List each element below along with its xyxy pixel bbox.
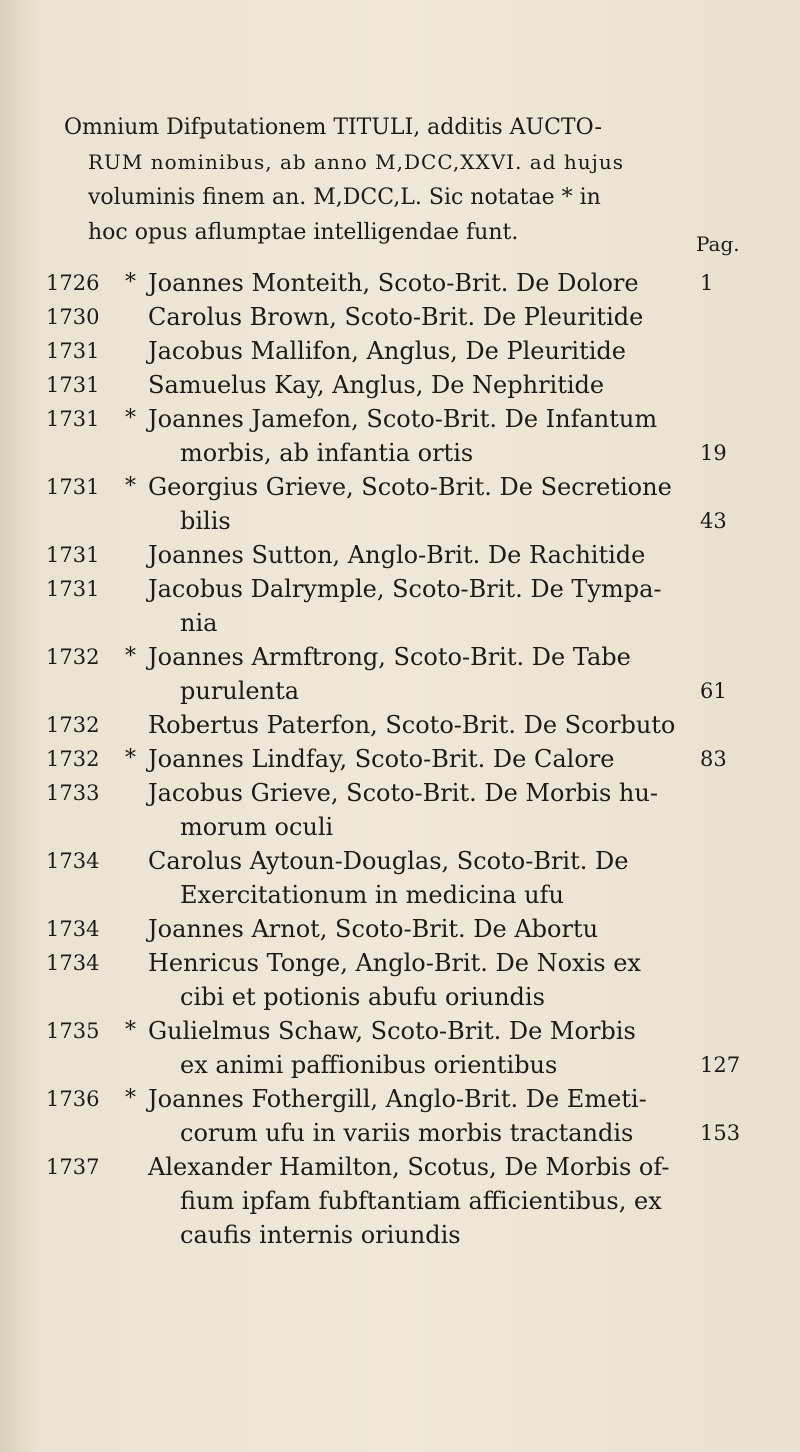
entry-author-title: Robertus Paterfon, Scoto-Brit. De Scorbuto [148, 711, 676, 739]
entry-line [0, 640, 800, 674]
list-item [0, 334, 800, 368]
entry-title-continued: corum ufu in variis morbis tractandis [180, 1119, 634, 1147]
entry-line [0, 1014, 800, 1048]
entry-line [0, 742, 800, 776]
entry-line [0, 470, 800, 504]
list-item [0, 1150, 800, 1252]
asterisk-marker: * [125, 1018, 136, 1043]
entry-author-title: Carolus Aytoun-Douglas, Scoto-Brit. De [148, 847, 629, 875]
intro-line-2: RUM nominibus, ab anno M,DCC,XXVI. ad hujus [88, 150, 624, 174]
list-item [0, 572, 800, 640]
page-column-header: Pag. [696, 232, 740, 256]
entry-title-continued: ex animi paffionibus orientibus [180, 1051, 558, 1079]
entry-page-number: 1 [700, 271, 714, 295]
asterisk-marker: * [125, 746, 136, 771]
list-item [0, 266, 800, 300]
list-item [0, 742, 800, 776]
entry-line [0, 538, 800, 572]
entry-author-title: Jacobus Mallifon, Anglus, De Pleuritide [148, 337, 626, 365]
entry-author-title: Joannes Fothergill, Anglo-Brit. De Emeti- [148, 1085, 647, 1113]
entry-line [0, 402, 800, 436]
entry-title-continued: bilis [180, 507, 231, 535]
asterisk-marker: * [125, 474, 136, 499]
entry-page-number: 43 [700, 509, 727, 533]
entry-year: 1734 [46, 951, 100, 975]
entry-line [0, 912, 800, 946]
entry-title-continued: cibi et potionis abufu oriundis [180, 983, 545, 1011]
entry-year: 1736 [46, 1087, 100, 1111]
entry-title-continued: morbis, ab infantia ortis [180, 439, 474, 467]
entry-line [0, 1150, 800, 1184]
list-item [0, 946, 800, 1014]
entry-year: 1731 [46, 339, 100, 363]
entry-page-number: 83 [700, 747, 727, 771]
entry-author-title: Joannes Jamefon, Scoto-Brit. De Infantum [148, 405, 658, 433]
entry-page-number: 127 [700, 1053, 741, 1077]
entry-line [0, 1218, 800, 1252]
entry-author-title: Carolus Brown, Scoto-Brit. De Pleuritide [148, 303, 644, 331]
entry-year: 1731 [46, 373, 100, 397]
entry-line [0, 1048, 800, 1082]
entry-author-title: Jacobus Grieve, Scoto-Brit. De Morbis hu- [148, 779, 658, 807]
entry-author-title: Joannes Lindfay, Scoto-Brit. De Calore [148, 745, 615, 773]
list-item [0, 1014, 800, 1082]
list-item [0, 1082, 800, 1150]
entry-line [0, 504, 800, 538]
entry-year: 1737 [46, 1155, 100, 1179]
entry-line [0, 266, 800, 300]
intro-line-1: Omnium Difputationem TITULI, additis AUCTO- [64, 115, 602, 140]
entry-line [0, 1184, 800, 1218]
entry-title-continued: Exercitationum in medicina ufu [180, 881, 564, 909]
entry-line [0, 1116, 800, 1150]
entry-line [0, 606, 800, 640]
entry-author-title: Jacobus Dalrymple, Scoto-Brit. De Tympa- [148, 575, 662, 603]
entry-year: 1732 [46, 747, 100, 771]
list-item [0, 402, 800, 470]
entry-line [0, 776, 800, 810]
entry-line [0, 300, 800, 334]
list-item [0, 470, 800, 538]
asterisk-marker: * [125, 406, 136, 431]
entry-year: 1731 [46, 475, 100, 499]
list-item [0, 708, 800, 742]
entry-year: 1733 [46, 781, 100, 805]
entry-author-title: Georgius Grieve, Scoto-Brit. De Secretione [148, 473, 672, 501]
list-item [0, 912, 800, 946]
entry-line [0, 572, 800, 606]
entry-year: 1732 [46, 645, 100, 669]
entry-author-title: Samuelus Kay, Anglus, De Nephritide [148, 371, 605, 399]
entry-line [0, 810, 800, 844]
entry-author-title: Joannes Monteith, Scoto-Brit. De Dolore [148, 269, 639, 297]
entry-year: 1731 [46, 543, 100, 567]
entry-line [0, 674, 800, 708]
entry-page-number: 61 [700, 679, 727, 703]
list-item [0, 538, 800, 572]
entry-author-title: Joannes Arnot, Scoto-Brit. De Abortu [148, 915, 599, 943]
entry-page-number: 153 [700, 1121, 741, 1145]
intro-line-4: hoc opus aflumptae intelligendae funt. [88, 220, 519, 245]
entry-line [0, 878, 800, 912]
asterisk-marker: * [125, 1086, 136, 1111]
entry-year: 1731 [46, 577, 100, 601]
list-item [0, 844, 800, 912]
entry-author-title: Gulielmus Schaw, Scoto-Brit. De Morbis [148, 1017, 636, 1045]
entry-line [0, 844, 800, 878]
intro-line-3: voluminis finem an. M,DCC,L. Sic notatae * in [88, 185, 601, 210]
entry-year: 1732 [46, 713, 100, 737]
intro-paragraph [64, 110, 764, 250]
entry-year: 1734 [46, 849, 100, 873]
entry-year: 1735 [46, 1019, 100, 1043]
list-item [0, 300, 800, 334]
entry-title-continued: purulenta [180, 677, 300, 705]
list-item [0, 368, 800, 402]
entry-title-continued: caufis internis oriundis [180, 1221, 461, 1249]
entry-line [0, 708, 800, 742]
entry-title-continued: nia [180, 609, 218, 637]
entry-year: 1726 [46, 271, 100, 295]
entry-author-title: Joannes Sutton, Anglo-Brit. De Rachitide [148, 541, 646, 569]
list-item [0, 776, 800, 844]
entry-author-title: Alexander Hamilton, Scotus, De Morbis of- [148, 1153, 670, 1181]
entry-line [0, 368, 800, 402]
entry-author-title: Joannes Armftrong, Scoto-Brit. De Tabe [148, 643, 631, 671]
asterisk-marker: * [125, 270, 136, 295]
asterisk-marker: * [125, 644, 136, 669]
entry-line [0, 436, 800, 470]
entry-line [0, 980, 800, 1014]
entry-year: 1734 [46, 917, 100, 941]
entry-line [0, 1082, 800, 1116]
entry-line [0, 334, 800, 368]
entry-year: 1731 [46, 407, 100, 431]
entry-year: 1730 [46, 305, 100, 329]
entry-line [0, 946, 800, 980]
entry-author-title: Henricus Tonge, Anglo-Brit. De Noxis ex [148, 949, 641, 977]
dissertation-list [0, 266, 800, 1252]
entry-title-continued: morum oculi [180, 813, 334, 841]
entry-page-number: 19 [700, 441, 727, 465]
list-item [0, 640, 800, 708]
entry-title-continued: fium ipfam fubftantiam afficientibus, ex [180, 1187, 662, 1215]
